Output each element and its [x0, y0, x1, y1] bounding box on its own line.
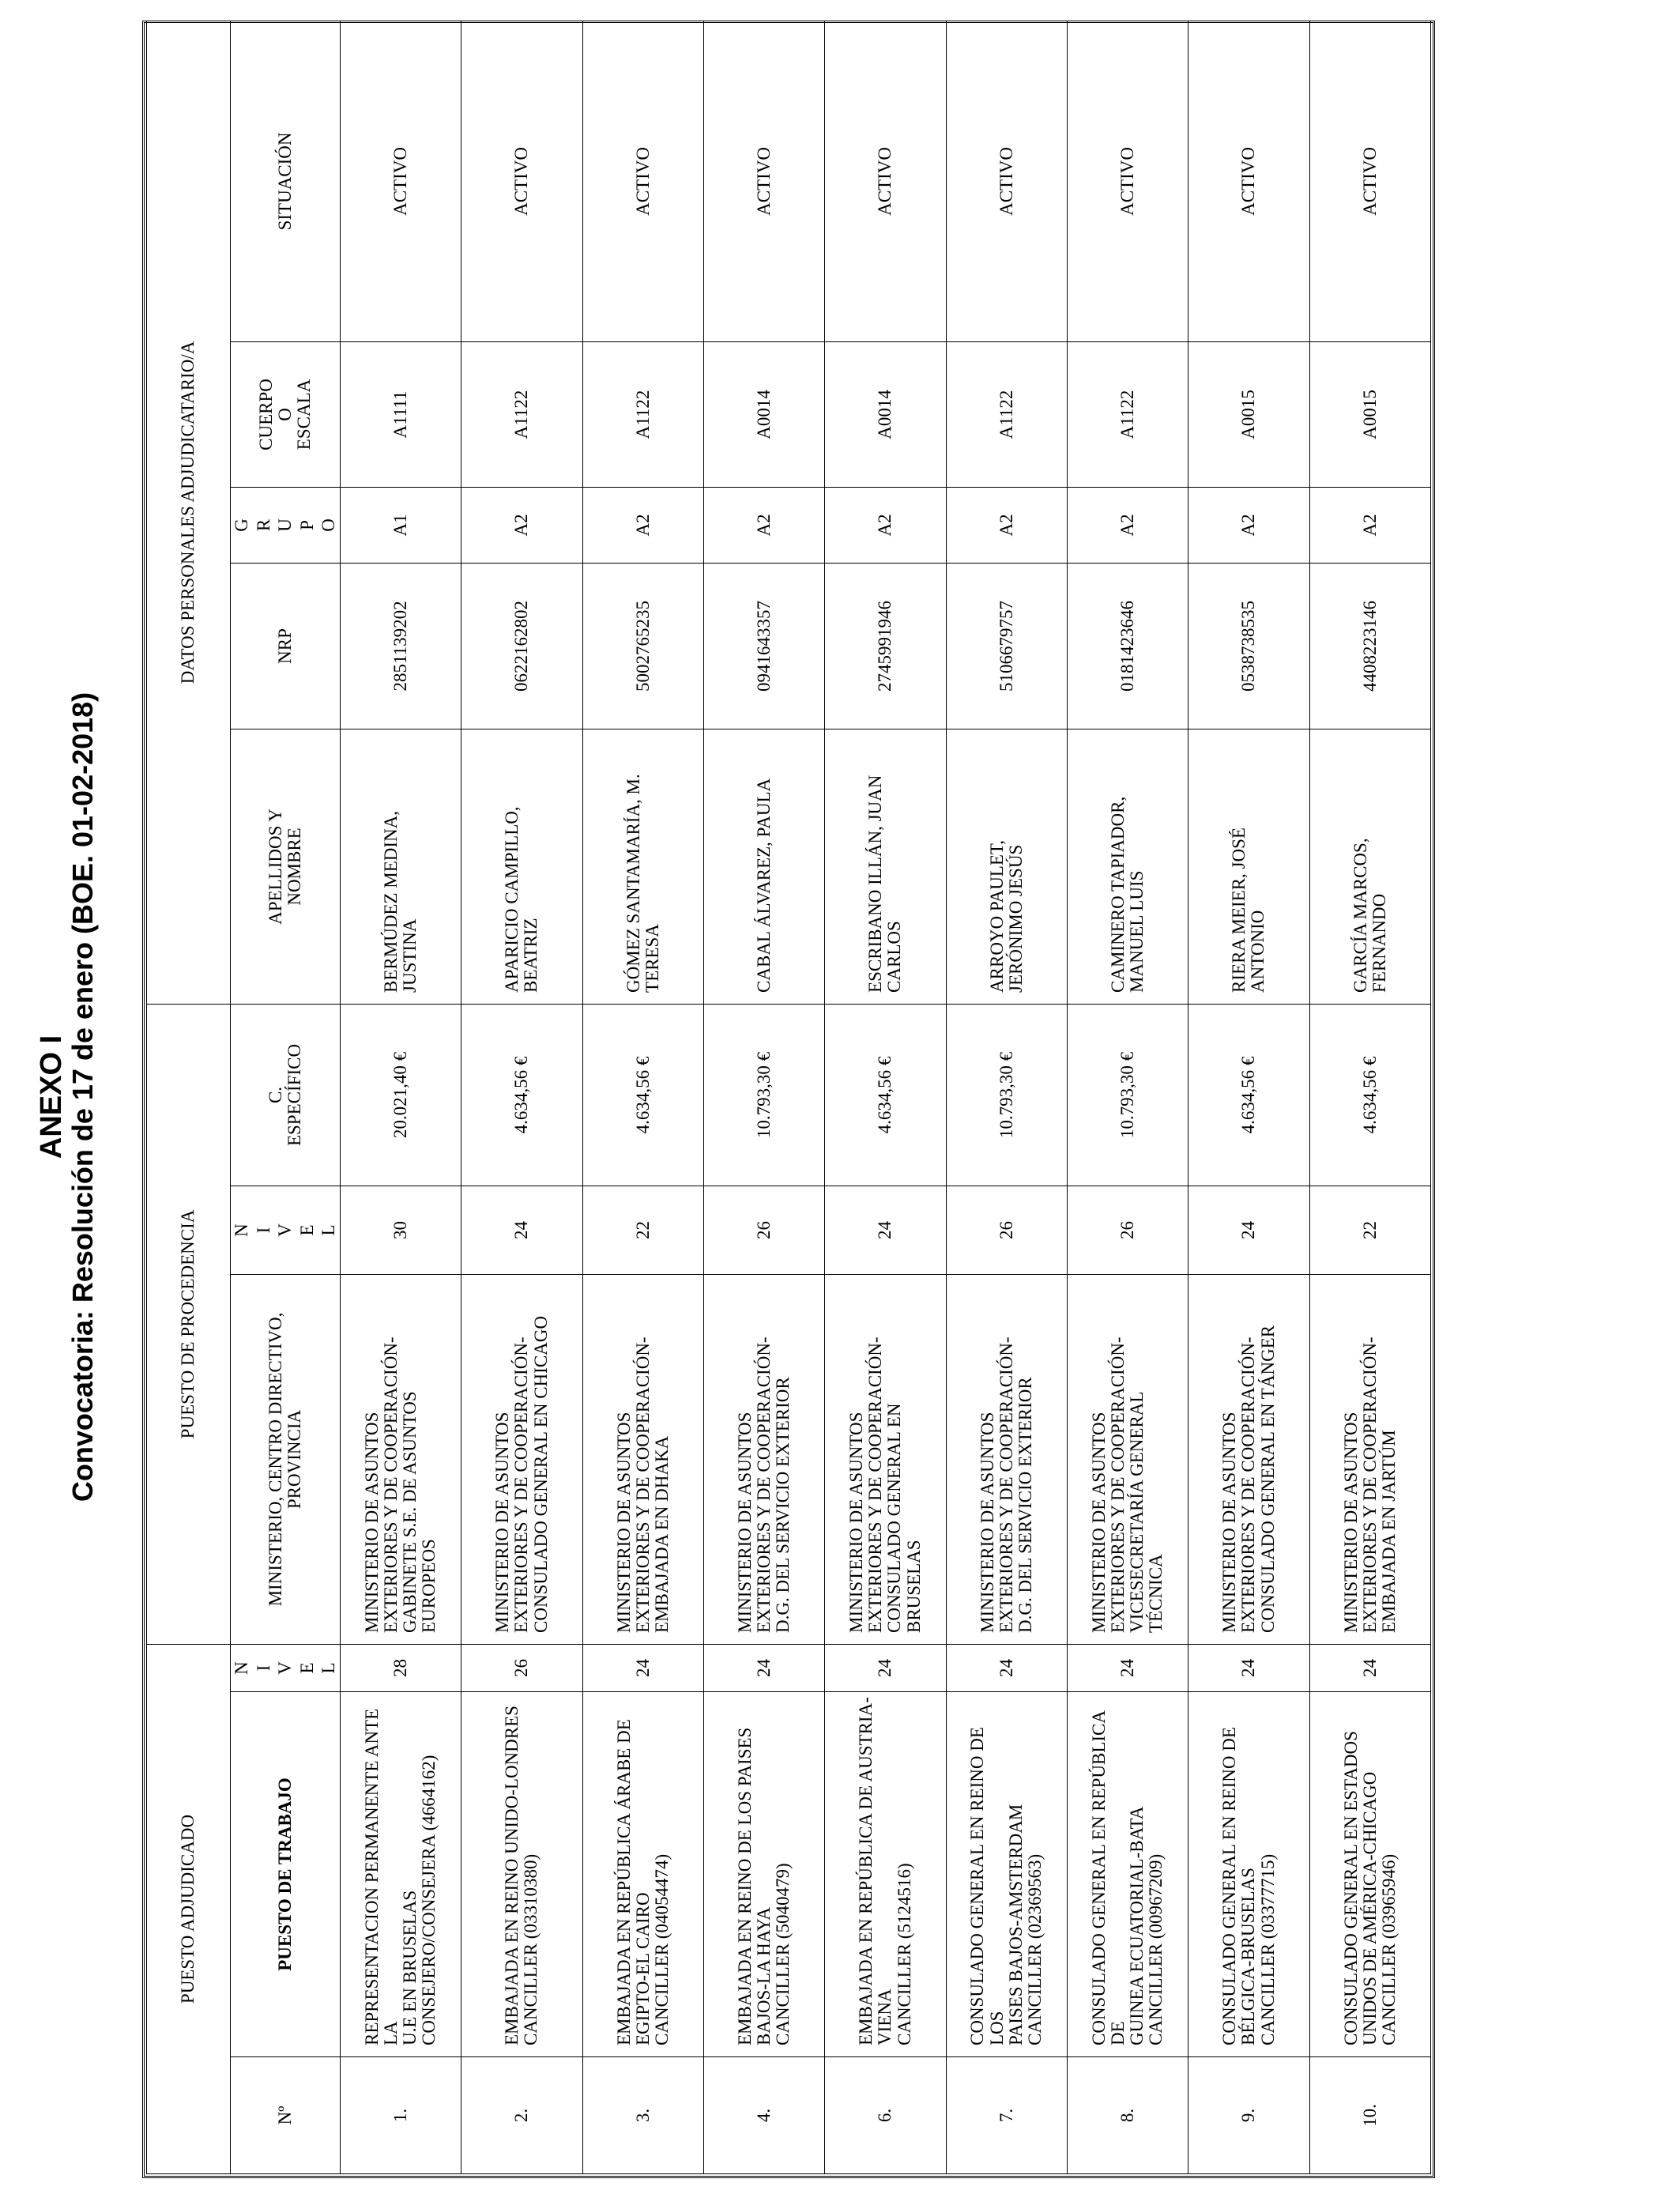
cell-ministerio-line: MINISTERIO DE ASUNTOS	[1088, 1412, 1109, 1633]
cell-puesto-line: CANCILLER (04054474)	[651, 1853, 672, 2045]
cell-nombre	[1309, 729, 1430, 1004]
table-row	[946, 21, 1067, 2173]
cell-nombre	[461, 729, 582, 1004]
cell-nivel: 24	[703, 1645, 824, 1692]
cell-ministerio-line: EXTERIORES Y DE COOPERACIÓN-	[1359, 1336, 1380, 1633]
cell-cuerpo: A0015	[1309, 341, 1430, 487]
cell-puesto-line: REPRESENTACION PERMANENTE ANTE LA	[361, 1708, 401, 2045]
assignment-table-frame	[142, 21, 1435, 2178]
header-letter: N	[232, 1223, 251, 1237]
table-row	[825, 21, 946, 2173]
cell-ministerio	[825, 1275, 946, 1645]
header-letter: E	[296, 1224, 317, 1236]
cell-nombre-line: ESCRIBANO ILLÁN, JUAN	[865, 775, 886, 993]
col-header-ministerio: MINISTERIO, CENTRO DIRECTIVO, PROVINCIA	[231, 1275, 341, 1645]
col-header-cuerpo	[231, 341, 341, 487]
cell-num: 1.	[340, 2057, 461, 2174]
cell-puesto-line: UNIDOS DE AMÉRICA-CHICAGO	[1359, 1771, 1380, 2045]
document-subtitle: Convocatoria: Resolución de 17 de enero (BOE. 01-02-2018)	[66, 692, 99, 1502]
cell-puesto-line: BÉLGICA-BRUSELAS	[1238, 1868, 1259, 2045]
cell-cuerpo: A0014	[825, 341, 946, 487]
col-header-cuerpo-line3: ESCALA	[294, 379, 315, 450]
cell-ministerio-line: EXTERIORES Y DE COOPERACIÓN-	[996, 1336, 1016, 1633]
cell-nrp: 4408223146	[1309, 563, 1430, 729]
cell-especifico: 10.793,30 €	[703, 1004, 824, 1186]
cell-ministerio-line: MINISTERIO DE ASUNTOS	[361, 1412, 382, 1633]
cell-num: 3.	[582, 2057, 703, 2174]
cell-nivel-procedencia: 26	[703, 1186, 824, 1275]
col-header-situacion: SITUACIÓN	[231, 21, 341, 341]
header-letter: G	[232, 518, 251, 532]
cell-cuerpo: A0015	[1188, 341, 1309, 487]
cell-cuerpo: A1122	[461, 341, 582, 487]
cell-puesto	[340, 1692, 461, 2057]
cell-cuerpo: A1122	[582, 341, 703, 487]
cell-nivel-procedencia: 26	[946, 1186, 1067, 1275]
cell-situacion: ACTIVO	[461, 21, 582, 341]
cell-ministerio	[703, 1275, 824, 1645]
cell-situacion: ACTIVO	[340, 21, 461, 341]
cell-ministerio-line: EXTERIORES Y DE COOPERACIÓN-	[632, 1336, 653, 1633]
table-row	[1067, 21, 1188, 2173]
col-header-apellidos-line1: APELLIDOS Y	[265, 809, 285, 925]
cell-num: 2.	[461, 2057, 582, 2174]
cell-puesto	[582, 1692, 703, 2057]
cell-puesto-line: CONSULADO GENERAL EN ESTADOS	[1340, 1731, 1361, 2045]
cell-grupo: A2	[946, 487, 1067, 563]
group-header-datos: DATOS PERSONALES ADJUDICATARIO/A	[147, 21, 231, 1004]
cell-grupo: A2	[1067, 487, 1188, 563]
cell-num: 9.	[1188, 2057, 1309, 2174]
cell-nrp: 5002765235	[582, 563, 703, 729]
cell-especifico: 10.793,30 €	[1067, 1004, 1188, 1186]
cell-puesto-line: GUINEA ECUATORIAL-BATA	[1127, 1806, 1147, 2045]
table-row	[340, 21, 461, 2173]
cell-ministerio-line: CONSULADO GENERAL EN TÁNGER	[1257, 1325, 1278, 1633]
header-letter: N	[232, 1661, 251, 1675]
column-header-row	[231, 21, 341, 2173]
cell-grupo: A2	[1188, 487, 1309, 563]
cell-puesto	[461, 1692, 582, 2057]
cell-ministerio-line: EXTERIORES Y DE COOPERACIÓN-	[754, 1336, 774, 1633]
cell-nombre-line: RIERA MEIER, JOSÉ	[1229, 827, 1249, 993]
group-header-procedencia: PUESTO DE PROCEDENCIA	[147, 1004, 231, 1644]
cell-nombre-line: ANTONIO	[1248, 910, 1268, 993]
cell-ministerio-line: CONSULADO GENERAL EN CHICAGO	[530, 1316, 551, 1633]
cell-ministerio-line: EXTERIORES Y DE COOPERACIÓN-	[380, 1336, 401, 1633]
cell-nivel-procedencia: 22	[582, 1186, 703, 1275]
cell-ministerio-line: CONSULADO GENERAL EN	[884, 1403, 905, 1633]
cell-especifico: 4.634,56 €	[1309, 1004, 1430, 1186]
cell-grupo: A2	[461, 487, 582, 563]
header-letter: V	[275, 1223, 296, 1237]
cell-ministerio-line: EUROPEOS	[419, 1539, 439, 1633]
cell-ministerio-line: VICESECRETARÍA GENERAL	[1127, 1391, 1147, 1633]
cell-nivel: 24	[582, 1645, 703, 1692]
cell-nrp: 0941643357	[703, 563, 824, 729]
header-letter: L	[318, 1224, 339, 1236]
cell-ministerio	[1309, 1275, 1430, 1645]
cell-nombre-line: MANUEL LUIS	[1127, 870, 1147, 993]
header-letter: U	[275, 518, 296, 532]
cell-situacion: ACTIVO	[1188, 21, 1309, 341]
col-header-especifico-line2: ESPECÍFICO	[284, 1043, 304, 1147]
cell-ministerio-line: D.G. DEL SERVICIO EXTERIOR	[773, 1377, 793, 1633]
cell-nivel-procedencia: 22	[1309, 1186, 1430, 1275]
table-row	[703, 21, 824, 2173]
cell-puesto-line: VIENA	[875, 1989, 895, 2045]
header-letter: P	[296, 520, 317, 530]
cell-nivel: 24	[825, 1645, 946, 1692]
group-header-adjudicado: PUESTO ADJUDICADO	[147, 1645, 231, 2174]
header-letter: I	[253, 1227, 273, 1234]
cell-situacion: ACTIVO	[1309, 21, 1430, 341]
cell-nrp: 0181423646	[1067, 563, 1188, 729]
cell-nivel-procedencia: 24	[1188, 1186, 1309, 1275]
header-letter: I	[253, 1664, 273, 1672]
cell-puesto	[1188, 1692, 1309, 2057]
cell-puesto	[1309, 1692, 1430, 2057]
cell-nombre-line: FERNANDO	[1369, 893, 1389, 993]
cell-puesto-line: CANCILLER (5040479)	[773, 1863, 793, 2045]
cell-nombre	[825, 729, 946, 1004]
cell-ministerio-line: MINISTERIO DE ASUNTOS	[846, 1412, 867, 1633]
cell-especifico: 4.634,56 €	[461, 1004, 582, 1186]
cell-grupo: A1	[340, 487, 461, 563]
cell-puesto	[1067, 1692, 1188, 2057]
table-row	[1188, 21, 1309, 2173]
table-row	[1309, 21, 1430, 2173]
document-title: ANEXO I	[35, 1035, 68, 1159]
cell-ministerio	[1188, 1275, 1309, 1645]
cell-cuerpo: A1122	[1067, 341, 1188, 487]
col-header-apellidos	[231, 729, 341, 1004]
cell-nombre	[1067, 729, 1188, 1004]
col-header-especifico-line1: C.	[265, 1086, 285, 1104]
col-header-num: Nº	[231, 2057, 341, 2174]
cell-ministerio-line: BRUSELAS	[903, 1540, 924, 1633]
header-letter: R	[253, 518, 273, 532]
cell-situacion: ACTIVO	[825, 21, 946, 341]
cell-puesto	[946, 1692, 1067, 2057]
cell-nombre-line: GÓMEZ SANTAMARÍA, M.	[623, 774, 643, 993]
cell-puesto-line: CANCILLER (03965946)	[1378, 1853, 1399, 2045]
cell-ministerio-line: EXTERIORES Y DE COOPERACIÓN-	[1107, 1336, 1128, 1633]
cell-ministerio-line: MINISTERIO DE ASUNTOS	[492, 1412, 513, 1633]
cell-puesto-line: EMBAJADA EN REPÚBLICA ÁRABE DE	[613, 1719, 634, 2045]
header-letter: O	[318, 518, 339, 532]
cell-nivel: 24	[1309, 1645, 1430, 1692]
table-row	[582, 21, 703, 2173]
cell-nrp: 0622162802	[461, 563, 582, 729]
col-header-especifico	[231, 1004, 341, 1186]
cell-nombre-line: TERESA	[642, 924, 662, 993]
col-header-cuerpo-line1: CUERPO	[255, 379, 276, 450]
cell-num: 8.	[1067, 2057, 1188, 2174]
cell-nombre	[582, 729, 703, 1004]
cell-ministerio-line: MINISTERIO DE ASUNTOS	[977, 1412, 997, 1633]
cell-nrp: 2745991946	[825, 563, 946, 729]
cell-nivel-procedencia: 30	[340, 1186, 461, 1275]
cell-ministerio	[340, 1275, 461, 1645]
cell-nombre-line: ARROYO PAULET,	[986, 840, 1007, 993]
cell-puesto-line: EMBAJADA EN REINO UNIDO-LONDRES	[502, 1706, 522, 2045]
cell-especifico: 4.634,56 €	[825, 1004, 946, 1186]
cell-nombre-line: JUSTINA	[400, 918, 420, 993]
cell-nivel: 24	[1188, 1645, 1309, 1692]
col-header-grupo	[231, 487, 341, 563]
cell-puesto-line: CANCILLER (03310380)	[521, 1853, 541, 2045]
cell-grupo: A2	[1309, 487, 1430, 563]
table-body	[340, 21, 1430, 2173]
cell-nrp: 0538738535	[1188, 563, 1309, 729]
cell-situacion: ACTIVO	[703, 21, 824, 341]
cell-nivel-procedencia: 24	[461, 1186, 582, 1275]
cell-cuerpo: A0014	[703, 341, 824, 487]
cell-especifico: 10.793,30 €	[946, 1004, 1067, 1186]
cell-nivel: 26	[461, 1645, 582, 1692]
cell-puesto-line: CANCILLER (03377715)	[1257, 1853, 1278, 2045]
cell-nombre-line: APARICIO CAMPILLO,	[502, 806, 522, 993]
cell-grupo: A2	[703, 487, 824, 563]
cell-ministerio-line: MINISTERIO DE ASUNTOS	[613, 1412, 634, 1633]
cell-especifico: 4.634,56 €	[1188, 1004, 1309, 1186]
cell-ministerio-line: MINISTERIO DE ASUNTOS	[1340, 1412, 1361, 1633]
table-row	[461, 21, 582, 2173]
cell-cuerpo: A1122	[946, 341, 1067, 487]
cell-nombre	[946, 729, 1067, 1004]
col-header-nivel-procedencia	[231, 1186, 341, 1275]
cell-ministerio-line: EXTERIORES Y DE COOPERACIÓN-	[865, 1336, 886, 1633]
cell-nivel-procedencia: 26	[1067, 1186, 1188, 1275]
cell-nrp: 5106679757	[946, 563, 1067, 729]
cell-num: 10.	[1309, 2057, 1430, 2174]
cell-situacion: ACTIVO	[1067, 21, 1188, 341]
cell-nombre-line: CAMINERO TAPIADOR,	[1107, 796, 1128, 993]
cell-num: 4.	[703, 2057, 824, 2174]
cell-nivel-procedencia: 24	[825, 1186, 946, 1275]
col-header-puesto: PUESTO DE TRABAJO	[231, 1692, 341, 2057]
cell-puesto-line: CONSEJERO/CONSEJERA (4664162)	[419, 1755, 439, 2045]
cell-nivel: 24	[1067, 1645, 1188, 1692]
cell-ministerio	[1067, 1275, 1188, 1645]
cell-ministerio	[461, 1275, 582, 1645]
col-header-cuerpo-line2: O	[274, 408, 295, 421]
cell-puesto	[703, 1692, 824, 2057]
cell-nivel: 28	[340, 1645, 461, 1692]
cell-ministerio-line: MINISTERIO DE ASUNTOS	[734, 1412, 755, 1633]
cell-nombre-line: CABAL ÁLVAREZ, PAULA	[754, 778, 774, 993]
cell-grupo: A2	[825, 487, 946, 563]
cell-puesto	[825, 1692, 946, 2057]
assignment-table	[146, 21, 1431, 2174]
cell-puesto-line: PAISES BAJOS-AMSTERDAM	[1005, 1804, 1026, 2045]
cell-ministerio-line: TÉCNICA	[1146, 1554, 1166, 1633]
cell-num: 6.	[825, 2057, 946, 2174]
cell-ministerio	[946, 1275, 1067, 1645]
cell-situacion: ACTIVO	[946, 21, 1067, 341]
cell-nombre	[1188, 729, 1309, 1004]
cell-ministerio-line: EMBAJADA EN JARTÚM	[1378, 1430, 1399, 1633]
header-letter: L	[318, 1662, 339, 1674]
cell-nombre	[703, 729, 824, 1004]
cell-puesto-line: CONSULADO GENERAL EN REINO DE	[1219, 1727, 1240, 2045]
header-letter: V	[275, 1661, 296, 1675]
cell-grupo: A2	[582, 487, 703, 563]
cell-puesto-line: EMBAJADA EN REINO DE LOS PAISES	[734, 1727, 755, 2045]
cell-nombre-line: BERMÚDEZ MEDINA,	[380, 810, 401, 993]
cell-nombre-line: BEATRIZ	[521, 918, 541, 993]
cell-puesto-line: EMBAJADA EN REPÚBLICA DE AUSTRIA-	[856, 1697, 876, 2045]
cell-ministerio-line: MINISTERIO DE ASUNTOS	[1219, 1412, 1240, 1633]
cell-puesto-line: CONSULADO GENERAL EN REPÚBLICA DE	[1088, 1711, 1128, 2045]
cell-ministerio	[582, 1275, 703, 1645]
cell-ministerio-line: D.G. DEL SERVICIO EXTERIOR	[1015, 1377, 1035, 1633]
cell-puesto-line: CANCILLER (00967209)	[1146, 1853, 1166, 2045]
col-header-nrp: NRP	[231, 563, 341, 729]
cell-nivel: 24	[946, 1645, 1067, 1692]
cell-cuerpo: A1111	[340, 341, 461, 487]
col-header-apellidos-line2: NOMBRE	[284, 827, 304, 906]
cell-ministerio-line: EXTERIORES Y DE COOPERACIÓN-	[1238, 1336, 1259, 1633]
col-header-nivel	[231, 1645, 341, 1692]
group-header-row	[147, 21, 231, 2173]
cell-puesto-line: EGIPTO-EL CAIRO	[632, 1892, 653, 2045]
cell-puesto-line: U.E EN BRUSELAS	[400, 1890, 420, 2045]
cell-nombre	[340, 729, 461, 1004]
cell-nombre-line: GARCÍA MARCOS,	[1350, 838, 1370, 993]
cell-ministerio-line: EXTERIORES Y DE COOPERACIÓN-	[511, 1336, 532, 1633]
cell-puesto-line: CANCILLER (02369563)	[1024, 1853, 1045, 2045]
cell-nombre-line: CARLOS	[884, 921, 905, 993]
cell-situacion: ACTIVO	[582, 21, 703, 341]
cell-especifico: 20.021,40 €	[340, 1004, 461, 1186]
cell-nombre-line: JERÓNIMO JESÚS	[1005, 844, 1026, 993]
header-letter: E	[296, 1662, 317, 1674]
cell-num: 7.	[946, 2057, 1067, 2174]
cell-puesto-line: BAJOS-LA HAYA	[754, 1907, 774, 2045]
cell-ministerio-line: GABINETE S.E. DE ASUNTOS	[400, 1391, 420, 1633]
cell-especifico: 4.634,56 €	[582, 1004, 703, 1186]
cell-puesto-line: CONSULADO GENERAL EN REINO DE LOS	[967, 1727, 1007, 2045]
cell-puesto-line: CANCILLER (5124516)	[894, 1863, 914, 2045]
cell-nrp: 2851139202	[340, 563, 461, 729]
cell-ministerio-line: EMBAJADA EN DHAKA	[651, 1435, 672, 1633]
